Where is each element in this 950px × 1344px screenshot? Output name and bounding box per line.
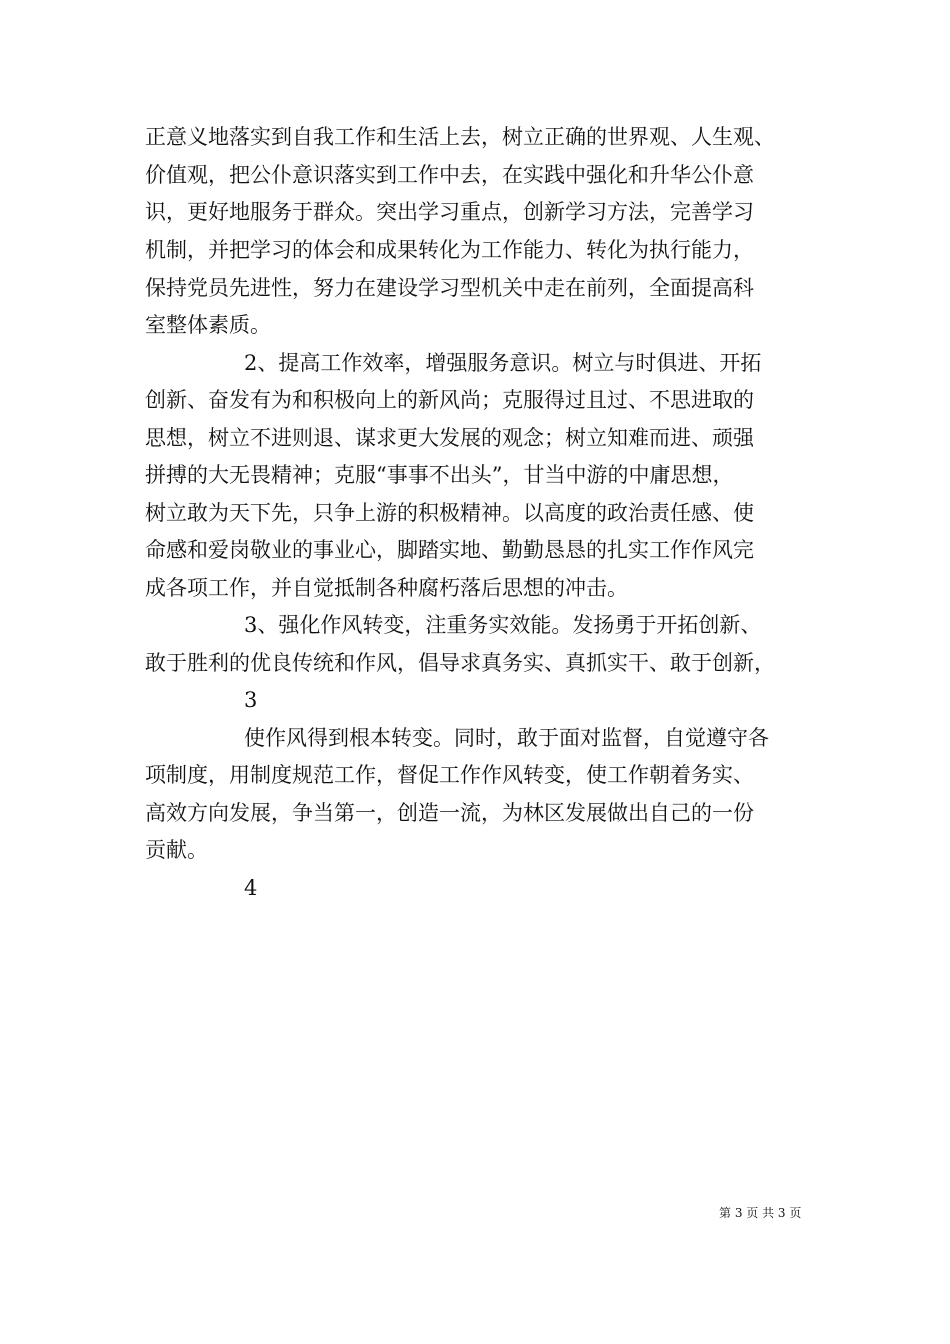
inline-page-number: 3 — [244, 688, 258, 712]
text-line: 贡献。 — [145, 838, 208, 862]
text-line: 价值观，把公仆意识落实到工作中去，在实践中强化和升华公仆意 — [145, 163, 754, 187]
inline-page-number: 4 — [244, 876, 258, 900]
text-line: 树立敢为天下先，只争上游的积极精神。以高度的政治责任感、使 — [145, 501, 754, 525]
text-line: 创新、奋发有为和积极向上的新风尚；克服得过且过、不思进取的 — [145, 388, 754, 412]
text-line: 项制度，用制度规范工作，督促工作作风转变，使工作朝着务实、 — [145, 763, 754, 787]
text-line: 识，更好地服务于群众。突出学习重点，创新学习方法，完善学习 — [145, 200, 754, 224]
text-line: 敢于胜利的优良传统和作风，倡导求真务实、真抓实干、敢于创新， — [145, 651, 775, 675]
text-line: 机制，并把学习的体会和成果转化为工作能力、转化为执行能力， — [145, 238, 754, 262]
paragraph-4-start: 使作风得到根本转变。同时，敢于面对监督，自觉遵守各 — [244, 726, 769, 750]
text-line: 成各项工作，并自觉抵制各种腐朽落后思想的冲击。 — [145, 576, 628, 600]
text-line: 室整体素质。 — [145, 313, 271, 337]
paragraph-2-start: 2、提高工作效率，增强服务意识。树立与时俱进、开拓 — [244, 351, 762, 375]
text-line: 正意义地落实到自我工作和生活上去，树立正确的世界观、人生观、 — [145, 125, 775, 149]
text-line: 拼搏的大无畏精神；克服“事事不出头”，甘当中游的中庸思想， — [145, 463, 734, 487]
text-line: 思想，树立不进则退、谋求更大发展的观念；树立知难而进、顽强 — [145, 426, 754, 450]
text-line: 高效方向发展，争当第一，创造一流，为林区发展做出自己的一份 — [145, 801, 754, 825]
text-line: 命感和爱岗敬业的事业心，脚踏实地、勤勤恳恳的扎实工作作风完 — [145, 538, 754, 562]
text-line: 保持党员先进性，努力在建设学习型机关中走在前列，全面提高科 — [145, 276, 754, 300]
page-footer: 第 3 页 共 3 页 — [719, 1206, 802, 1220]
paragraph-3-start: 3、强化作风转变，注重务实效能。发扬勇于开拓创新、 — [244, 613, 762, 637]
